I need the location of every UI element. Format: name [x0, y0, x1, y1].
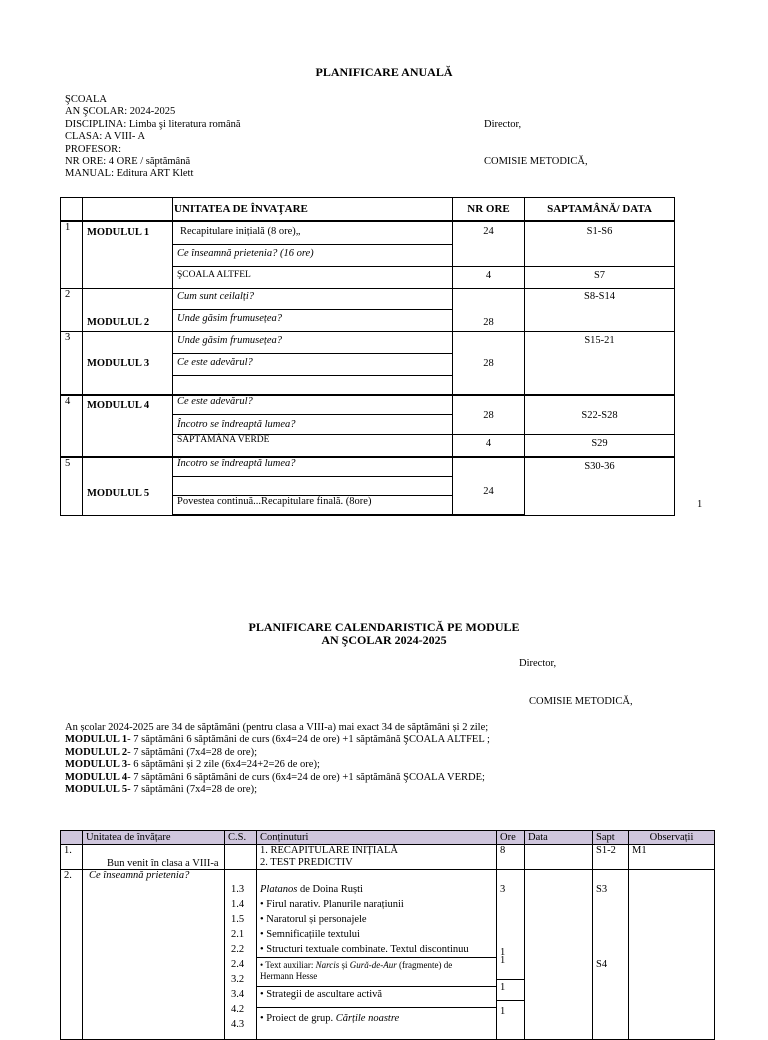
cs-item: 1.4 [231, 899, 245, 910]
unit-cell: Încotro se îndreaptă lumea? [173, 415, 453, 435]
hours-cell: 28 [453, 332, 525, 396]
header-unit: UNITATEA DE ÎNVAŢARE [173, 198, 453, 222]
module-summary-line [65, 759, 755, 771]
module-label: MODULUL 4 [83, 395, 173, 457]
week-cell: S1-2 [593, 845, 629, 870]
cs-cell [225, 870, 257, 1040]
aux-author: Hermann Hesse [260, 971, 318, 981]
cs-item: 2.4 [231, 959, 245, 970]
hours-cell: 8 [497, 845, 525, 870]
hours-value: 1 [497, 957, 524, 980]
module-summary-label: MODULUL 5 [65, 784, 128, 796]
unit-cell: Unde găsim frumusețea? [173, 332, 453, 354]
unit-cell: Ce înseamnă prietenia? (16 ore) [173, 245, 453, 267]
table-row [61, 845, 715, 870]
week-cell: S15-21 [525, 332, 675, 396]
unit-cell: Încotro se îndreaptă lumea? [173, 457, 453, 477]
teacher-line: PROFESOR: [65, 143, 122, 155]
cs-item: 4.3 [231, 1019, 245, 1030]
date-cell [525, 845, 593, 870]
table-row [61, 457, 675, 477]
aux-and: și [339, 960, 350, 970]
hours-value: 1 [500, 947, 506, 958]
header-week: Sapt [593, 831, 629, 845]
hours-cell: 4 [453, 267, 525, 289]
unit-cell: Ce este adevărul? [173, 395, 453, 415]
observations-cell: M1 [629, 845, 715, 870]
module-summary-line [65, 784, 755, 796]
content-author: de Doina Ruști [297, 884, 363, 895]
auxiliary-text [257, 957, 496, 987]
table-row [61, 332, 675, 354]
cs-item: 1.3 [231, 884, 245, 895]
header-week: SAPTAMÂNĂ/ DATA [525, 198, 675, 222]
unit-cell: Ce este adevărul? [173, 354, 453, 376]
week-cell [593, 870, 629, 1040]
hours-cell [497, 870, 525, 1040]
module-label: MODULUL 2 [83, 289, 173, 332]
cs-item: 2.2 [231, 944, 245, 955]
unit-cell: ŞCOALA ALTFEL [173, 267, 453, 289]
school-year-line: AN ŞCOLAR: 2024-2025 [65, 106, 176, 118]
date-cell [525, 870, 593, 1040]
annual-plan-table [60, 197, 675, 516]
content-line: • Strategii de ascultare activă [257, 987, 496, 1008]
week-cell: S29 [525, 435, 675, 458]
school-line: ŞCOALA [65, 94, 108, 105]
cs-item: 2.1 [231, 929, 245, 940]
hours-cell: 24 [453, 221, 525, 267]
modules-summary [65, 722, 755, 796]
content-line: • Semnificațiile textului [260, 929, 360, 940]
header-observations: Observații [629, 831, 715, 845]
module-summary-line [65, 734, 755, 746]
discipline-line: DISCIPLINA: Limba şi literatura română [65, 118, 241, 130]
hours-value: 1 [497, 980, 524, 1001]
module-summary-text: - 7 săptămâni 6 săptămâni de curs (6x4=24 de ore) +1 săptămână ŞCOALA VERDE; [127, 771, 485, 783]
header-hours: Ore [497, 831, 525, 845]
hours-value: 1 [500, 1006, 506, 1017]
module-summary-line [65, 772, 755, 784]
page-title: PLANIFICARE ANUALĂ [315, 65, 453, 79]
table-header-row [61, 198, 675, 222]
header-date: Data [525, 831, 593, 845]
content-title: Platanos [260, 884, 298, 895]
cs-item: 3.2 [231, 974, 245, 985]
project-title: Cărțile noastre [335, 1013, 400, 1024]
row-number: 2 [61, 289, 83, 332]
class-line: CLASA: A VIII- A [65, 131, 146, 143]
calendar-year: AN ŞCOLAR 2024-2025 [321, 633, 447, 647]
unit-cell-empty [173, 477, 453, 496]
content-line: • Naratorul și personajele [260, 914, 367, 925]
table-row [61, 395, 675, 415]
unit-cell: Bun venit în clasa a VIII-a [83, 845, 225, 870]
week-cell: S30-36 [525, 457, 675, 515]
header-hours: NR ORE [453, 198, 525, 222]
director-label-2: Director, [519, 658, 557, 669]
contents-cell [257, 845, 497, 870]
content-line: • Structuri textuale combinate. Textul discontinuu [260, 944, 469, 955]
manual-line: MANUAL: Editura ART Klett [65, 168, 194, 180]
table-row [61, 870, 715, 1040]
module-summary-text: - 6 săptămâni și 2 zile (6x4=24+2=26 de ore); [127, 759, 320, 771]
hours-value: 3 [500, 884, 506, 895]
row-number: 3 [61, 332, 83, 396]
header-unit: Unitatea de învățare [83, 831, 225, 845]
module-summary-label: MODULUL 2 [65, 746, 128, 758]
hours-cell: 28 [453, 289, 525, 332]
unit-cell: Recapitulare inițială (8 ore)„ [173, 221, 453, 245]
aux-prefix: • Text auxiliar: [260, 960, 316, 970]
header-contents: Conținuturi [257, 831, 497, 845]
row-number: 5 [61, 457, 83, 515]
calendar-header-row [61, 831, 715, 845]
module-summary-label: MODULUL 4 [65, 771, 128, 783]
school-info [65, 94, 241, 181]
page-number: 1 [697, 499, 703, 510]
comisie-label: COMISIE METODICĂ, [484, 156, 588, 167]
hours-cell: 28 [453, 395, 525, 435]
week-cell: S22-S28 [525, 395, 675, 435]
row-number: 1 [61, 221, 83, 289]
observations-cell [629, 870, 715, 1040]
project-prefix: • Proiect de grup. [260, 1013, 336, 1024]
week-cell: S1-S6 [525, 221, 675, 267]
unit-cell-empty [173, 376, 453, 396]
hours-line: NR ORE: 4 ORE / săptămână [65, 156, 191, 168]
year-intro: An școlar 2024-2025 are 34 de săptămâni (pentru clasa a VIII-a) mai exact 34 de săptămâni și 2 zile; [65, 722, 489, 733]
module-summary-line [65, 747, 755, 759]
aux-title: Narcis [315, 960, 340, 970]
contents-cell [257, 870, 497, 1040]
hours-cell: 24 [453, 457, 525, 515]
module-label: MODULUL 3 [83, 332, 173, 396]
aux-title: Gură-de-Aur [349, 960, 397, 970]
table-row [61, 221, 675, 245]
unit-cell: SĂPTĂMÂNA VERDE [173, 435, 453, 458]
unit-cell: Cum sunt ceilalți? [173, 289, 453, 310]
header-cs: C.S. [225, 831, 257, 845]
row-number: 2. [61, 870, 83, 1040]
cs-item: 4.2 [231, 1004, 245, 1015]
module-summary-text: - 7 săptămâni 6 săptămâni de curs (6x4=24 de ore) +1 săptămână ŞCOALA ALTFEL ; [127, 734, 490, 746]
unit-cell: Unde găsim frumusețea? [173, 310, 453, 332]
content-line: • Firul narativ. Planurile narațiunii [260, 899, 404, 910]
row-number: 4 [61, 395, 83, 457]
week-cell: S8-S14 [525, 289, 675, 332]
content-line [257, 882, 496, 897]
calendar-title: PLANIFICARE CALENDARISTICĂ PE MODULE [248, 620, 520, 634]
unit-cell: Ce înseamnă prietenia? [83, 870, 225, 1040]
comisie-label-2: COMISIE METODICĂ, [529, 696, 633, 707]
module-summary-text: - 7 săptămâni (7x4=28 de ore); [127, 746, 257, 758]
hours-cell: 4 [453, 435, 525, 458]
table-row [61, 289, 675, 310]
cs-item: 1.5 [231, 914, 245, 925]
cs-item: 3.4 [231, 989, 245, 1000]
row-number: 1. [61, 845, 83, 870]
content-line: 1. RECAPITULARE INIȚIALĂ [260, 845, 398, 856]
week-cell: S7 [525, 267, 675, 289]
aux-suffix: (fragmente) de [396, 960, 453, 970]
week-value: S3 [596, 884, 608, 895]
module-summary-label: MODULUL 3 [65, 759, 128, 771]
content-line: 2. TEST PREDICTIV [260, 857, 353, 868]
calendar-table [60, 830, 715, 1040]
module-summary-text: - 7 săptămâni (7x4=28 de ore); [127, 784, 257, 796]
unit-cell: Povestea continuă...Recapitulare finală. (8ore) [173, 496, 453, 516]
module-label: MODULUL 5 [83, 457, 173, 515]
director-label: Director, [484, 119, 522, 130]
module-label: MODULUL 1 [83, 221, 173, 289]
week-value: S4 [596, 959, 608, 970]
module-summary-label: MODULUL 1 [65, 734, 128, 746]
